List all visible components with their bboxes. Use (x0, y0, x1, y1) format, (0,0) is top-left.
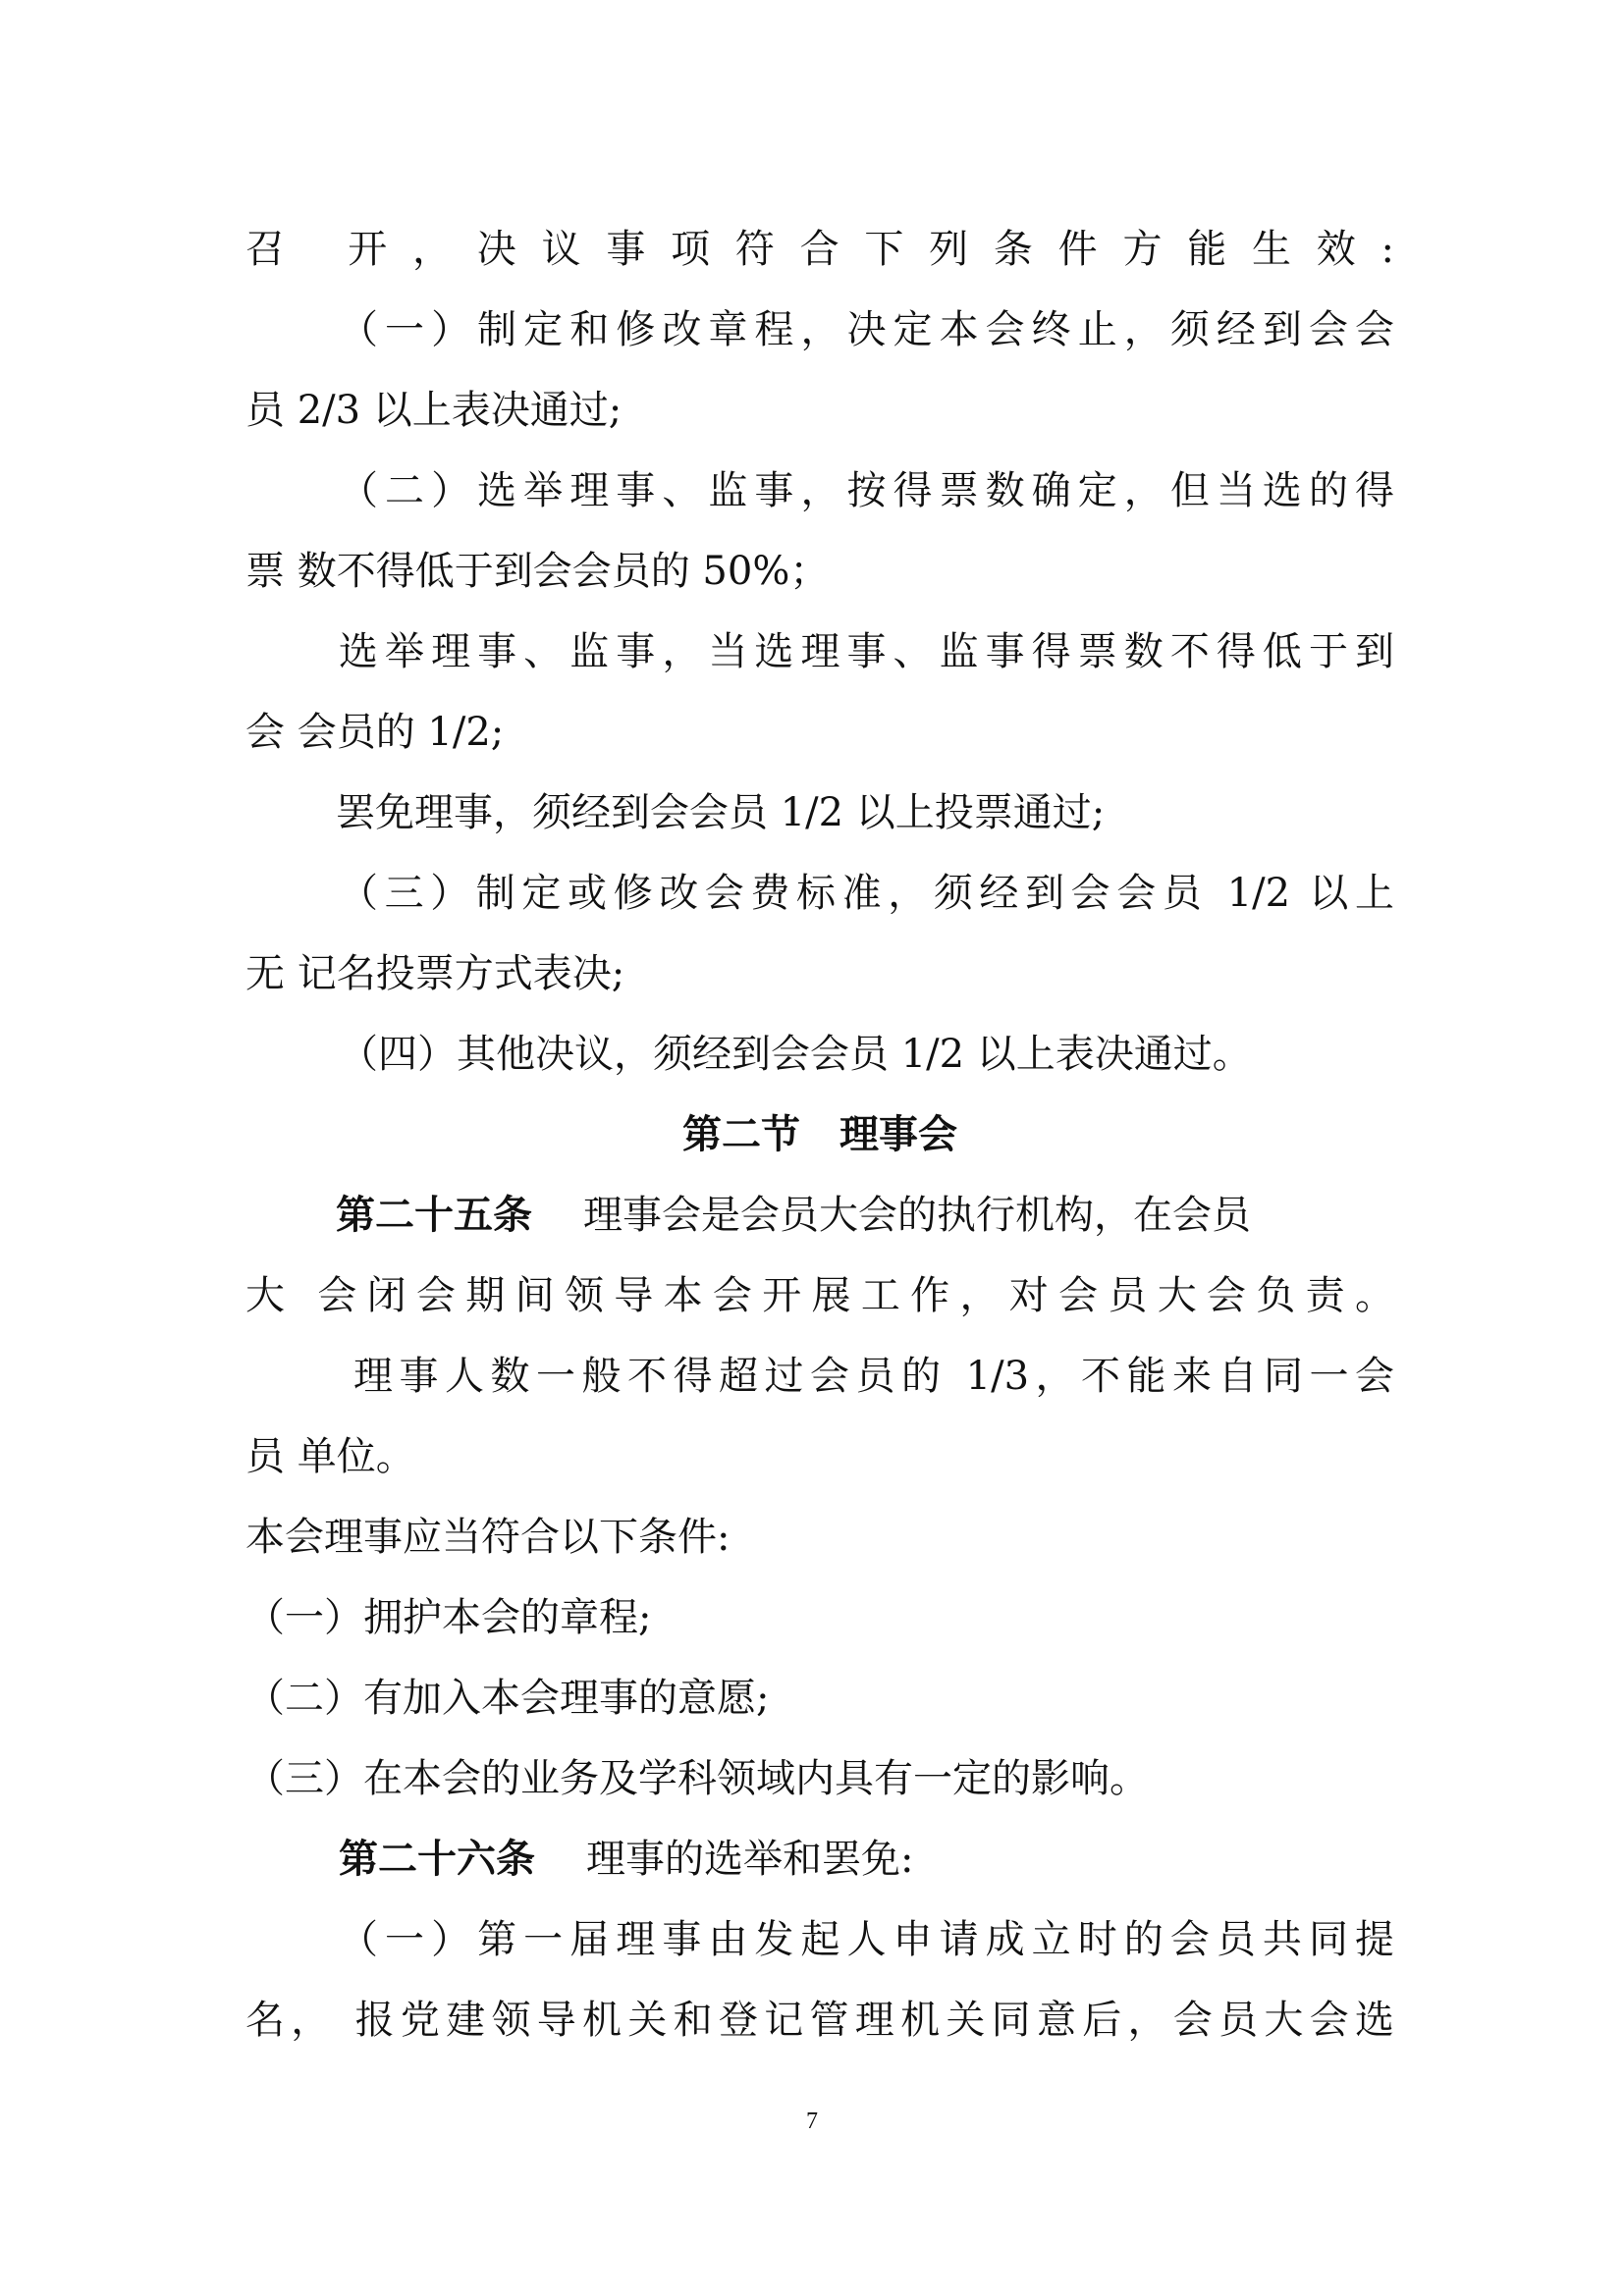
article-25-item-3: （三）在本会的业务及学科领域内具有一定的影响。 (245, 1756, 1149, 1801)
article-26-text: 理事的选举和罢免: (586, 1837, 914, 1882)
text-line-8: 罢免理事，须经到会会员 1/2 以上投票通过; (336, 790, 1106, 835)
text-line-7: 会 会员的 1/2; (245, 710, 505, 755)
text-line-9: （三）制定或修改会费标准，须经到会会员 1/2 以上 (339, 871, 1394, 916)
text-line-2: （一）制定和修改章程，决定本会终止，须经到会会 (339, 307, 1394, 352)
article-25-line-4: 员 单位。 (245, 1434, 415, 1479)
article-25-line-3: 理事人数一般不得超过会员的 1/3，不能来自同一会 (353, 1354, 1394, 1399)
text-line-10: 无 记名投票方式表决; (245, 951, 625, 996)
article-26-first-line (339, 1832, 1394, 1887)
article-26-line-3: 名， 报党建领导机关和登记管理机关同意后，会员大会选 (245, 1998, 1394, 2043)
text-line-5: 票 数不得低于到会会员的 50%； (245, 549, 830, 594)
article-25-text: 理事会是会员大会的执行机构，在会员 (583, 1193, 1251, 1238)
section-title: 第二节 理事会 (682, 1111, 957, 1157)
text-line-11: （四）其他决议，须经到会会员 1/2 以上表决通过。 (339, 1032, 1252, 1077)
text-line-3: 员 2/3 以上表决通过; (245, 388, 623, 433)
text-line-6: 选举理事、监事，当选理事、监事得票数不得低于到 (339, 629, 1394, 674)
article-26-line-2: （一）第一届理事由发起人申请成立时的会员共同提 (339, 1917, 1394, 1962)
article-25-line-2: 大 会闭会期间领导本会开展工作，对会员大会负责。 (245, 1273, 1394, 1318)
article-25-label: 第二十五条 (336, 1192, 532, 1238)
article-25-line-5: 本会理事应当符合以下条件: (245, 1515, 731, 1560)
article-25-item-2: （二）有加入本会理事的意愿; (245, 1676, 770, 1721)
page-number: 7 (806, 2109, 818, 2134)
text-line-1: 召 开，决议事项符合下列条件方能生效: (245, 227, 1394, 272)
article-25-item-1: （一）拥护本会的章程; (245, 1595, 652, 1640)
text-line-4: （二）选举理事、监事，按得票数确定，但当选的得 (339, 468, 1394, 513)
article-26-label: 第二十六条 (339, 1836, 535, 1882)
article-25-first-line (336, 1188, 1394, 1243)
